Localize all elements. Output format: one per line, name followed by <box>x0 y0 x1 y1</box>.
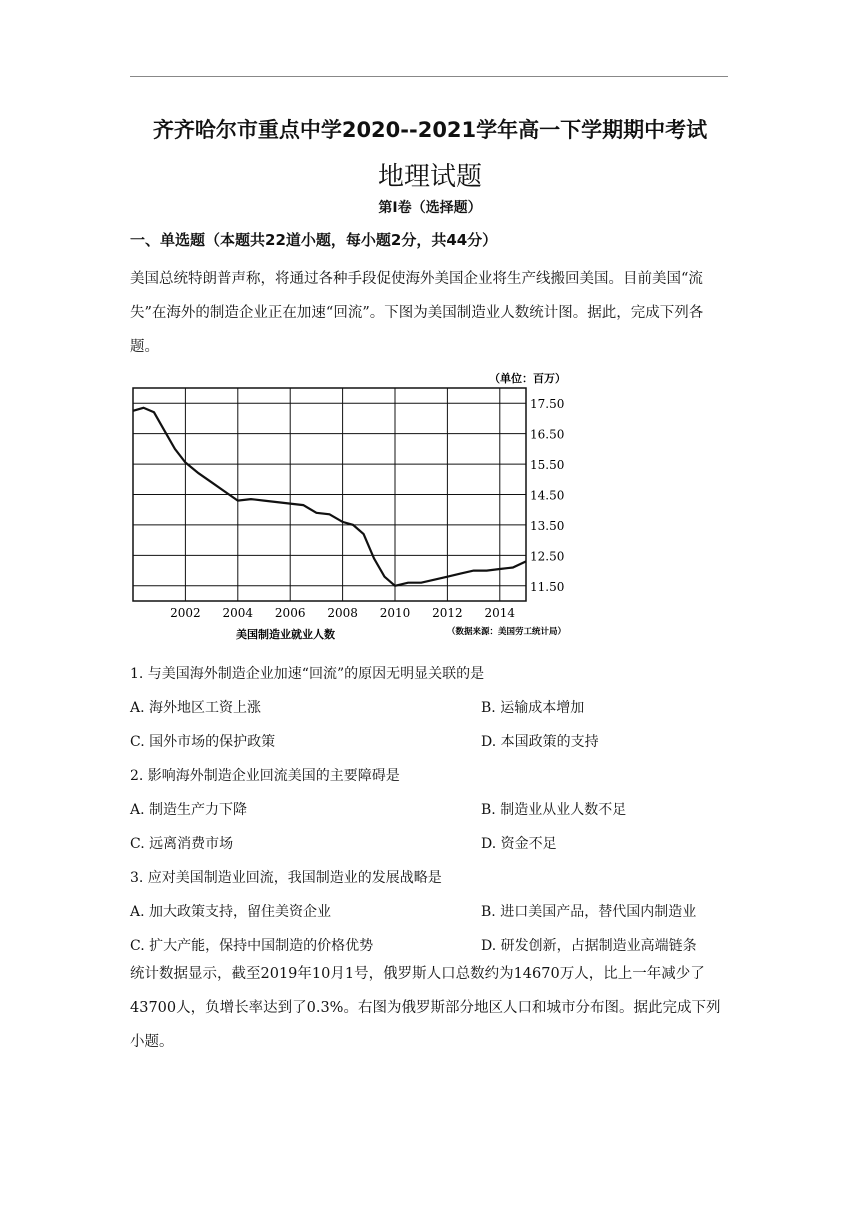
q1-option-d[interactable]: D. 本国政策的支持 <box>481 734 599 750</box>
question-1-stem: 1. 与美国海外制造企业加速“回流”的原因无明显关联的是 <box>130 666 485 682</box>
x-tick-label: 2012 <box>432 606 463 620</box>
chart-source: （数据来源：美国劳工统计局） <box>446 627 566 637</box>
q3-option-b[interactable]: B. 进口美国产品，替代国内制造业 <box>481 904 697 920</box>
q1-option-c[interactable]: C. 国外市场的保护政策 <box>130 734 276 750</box>
q2-option-c[interactable]: C. 远离消费市场 <box>130 836 234 852</box>
y-tick-label: 16.50 <box>530 427 565 442</box>
subject-title: 地理试题 <box>377 162 482 192</box>
q3-option-a[interactable]: A. 加大政策支持，留住美资企业 <box>130 904 332 920</box>
q2-option-d[interactable]: D. 资金不足 <box>481 836 557 852</box>
section-heading: 一、单选题（本题共22道小题，每小题2分，共44分） <box>130 231 498 249</box>
question-3-stem: 3. 应对美国制造业回流，我国制造业的发展战略是 <box>130 870 442 886</box>
q2-option-b[interactable]: B. 制造业从业人数不足 <box>481 802 627 818</box>
passage-1: 美国总统特朗普声称，将通过各种手段促使海外美国企业将生产线搬回美国。目前美国“流失”在海外的制造企业正在加速“回流”。下图为美国制造业人数统计图。据此，完成下列各题。 <box>130 271 704 355</box>
y-tick-label: 12.50 <box>530 549 565 564</box>
q3-option-d[interactable]: D. 研发创新，占据制造业高端链条 <box>481 938 697 954</box>
q3-option-c[interactable]: C. 扩大产能，保持中国制造的价格优势 <box>130 938 374 954</box>
chart-caption: 美国制造业就业人数 <box>236 628 335 641</box>
y-tick-label: 17.50 <box>530 397 565 412</box>
volume-title: 第I卷（选择题） <box>378 200 482 216</box>
header-rule <box>130 76 728 77</box>
q1-option-a[interactable]: A. 海外地区工资上涨 <box>130 700 262 716</box>
employment-line-chart <box>118 366 578 646</box>
y-tick-label: 14.50 <box>530 488 565 503</box>
x-tick-label: 2008 <box>327 606 358 620</box>
x-tick-label: 2002 <box>170 606 201 620</box>
passage-2: 统计数据显示，截至2019年10月1号，俄罗斯人口总数约为14670万人，比上一年减少了43700人，负增长率达到了0.3%。右图为俄罗斯部分地区人口和城市分布图。据此完成下列小题。 <box>130 966 721 1050</box>
q1-option-b[interactable]: B. 运输成本增加 <box>481 700 585 716</box>
y-tick-label: 11.50 <box>530 579 565 594</box>
x-tick-label: 2006 <box>274 606 306 620</box>
exam-title: 齐齐哈尔市重点中学2020--2021学年高一下学期期中考试 <box>152 118 708 142</box>
y-tick-label: 13.50 <box>530 518 565 533</box>
y-tick-label: 15.50 <box>530 458 565 473</box>
x-tick-label: 2010 <box>379 606 411 620</box>
x-tick-label: 2014 <box>484 606 516 620</box>
question-2-stem: 2. 影响海外制造企业回流美国的主要障碍是 <box>130 768 400 784</box>
chart-unit: （单位：百万） <box>489 372 566 385</box>
x-tick-label: 2004 <box>222 606 254 620</box>
q2-option-a[interactable]: A. 制造生产力下降 <box>130 802 248 818</box>
series-line <box>133 408 526 586</box>
